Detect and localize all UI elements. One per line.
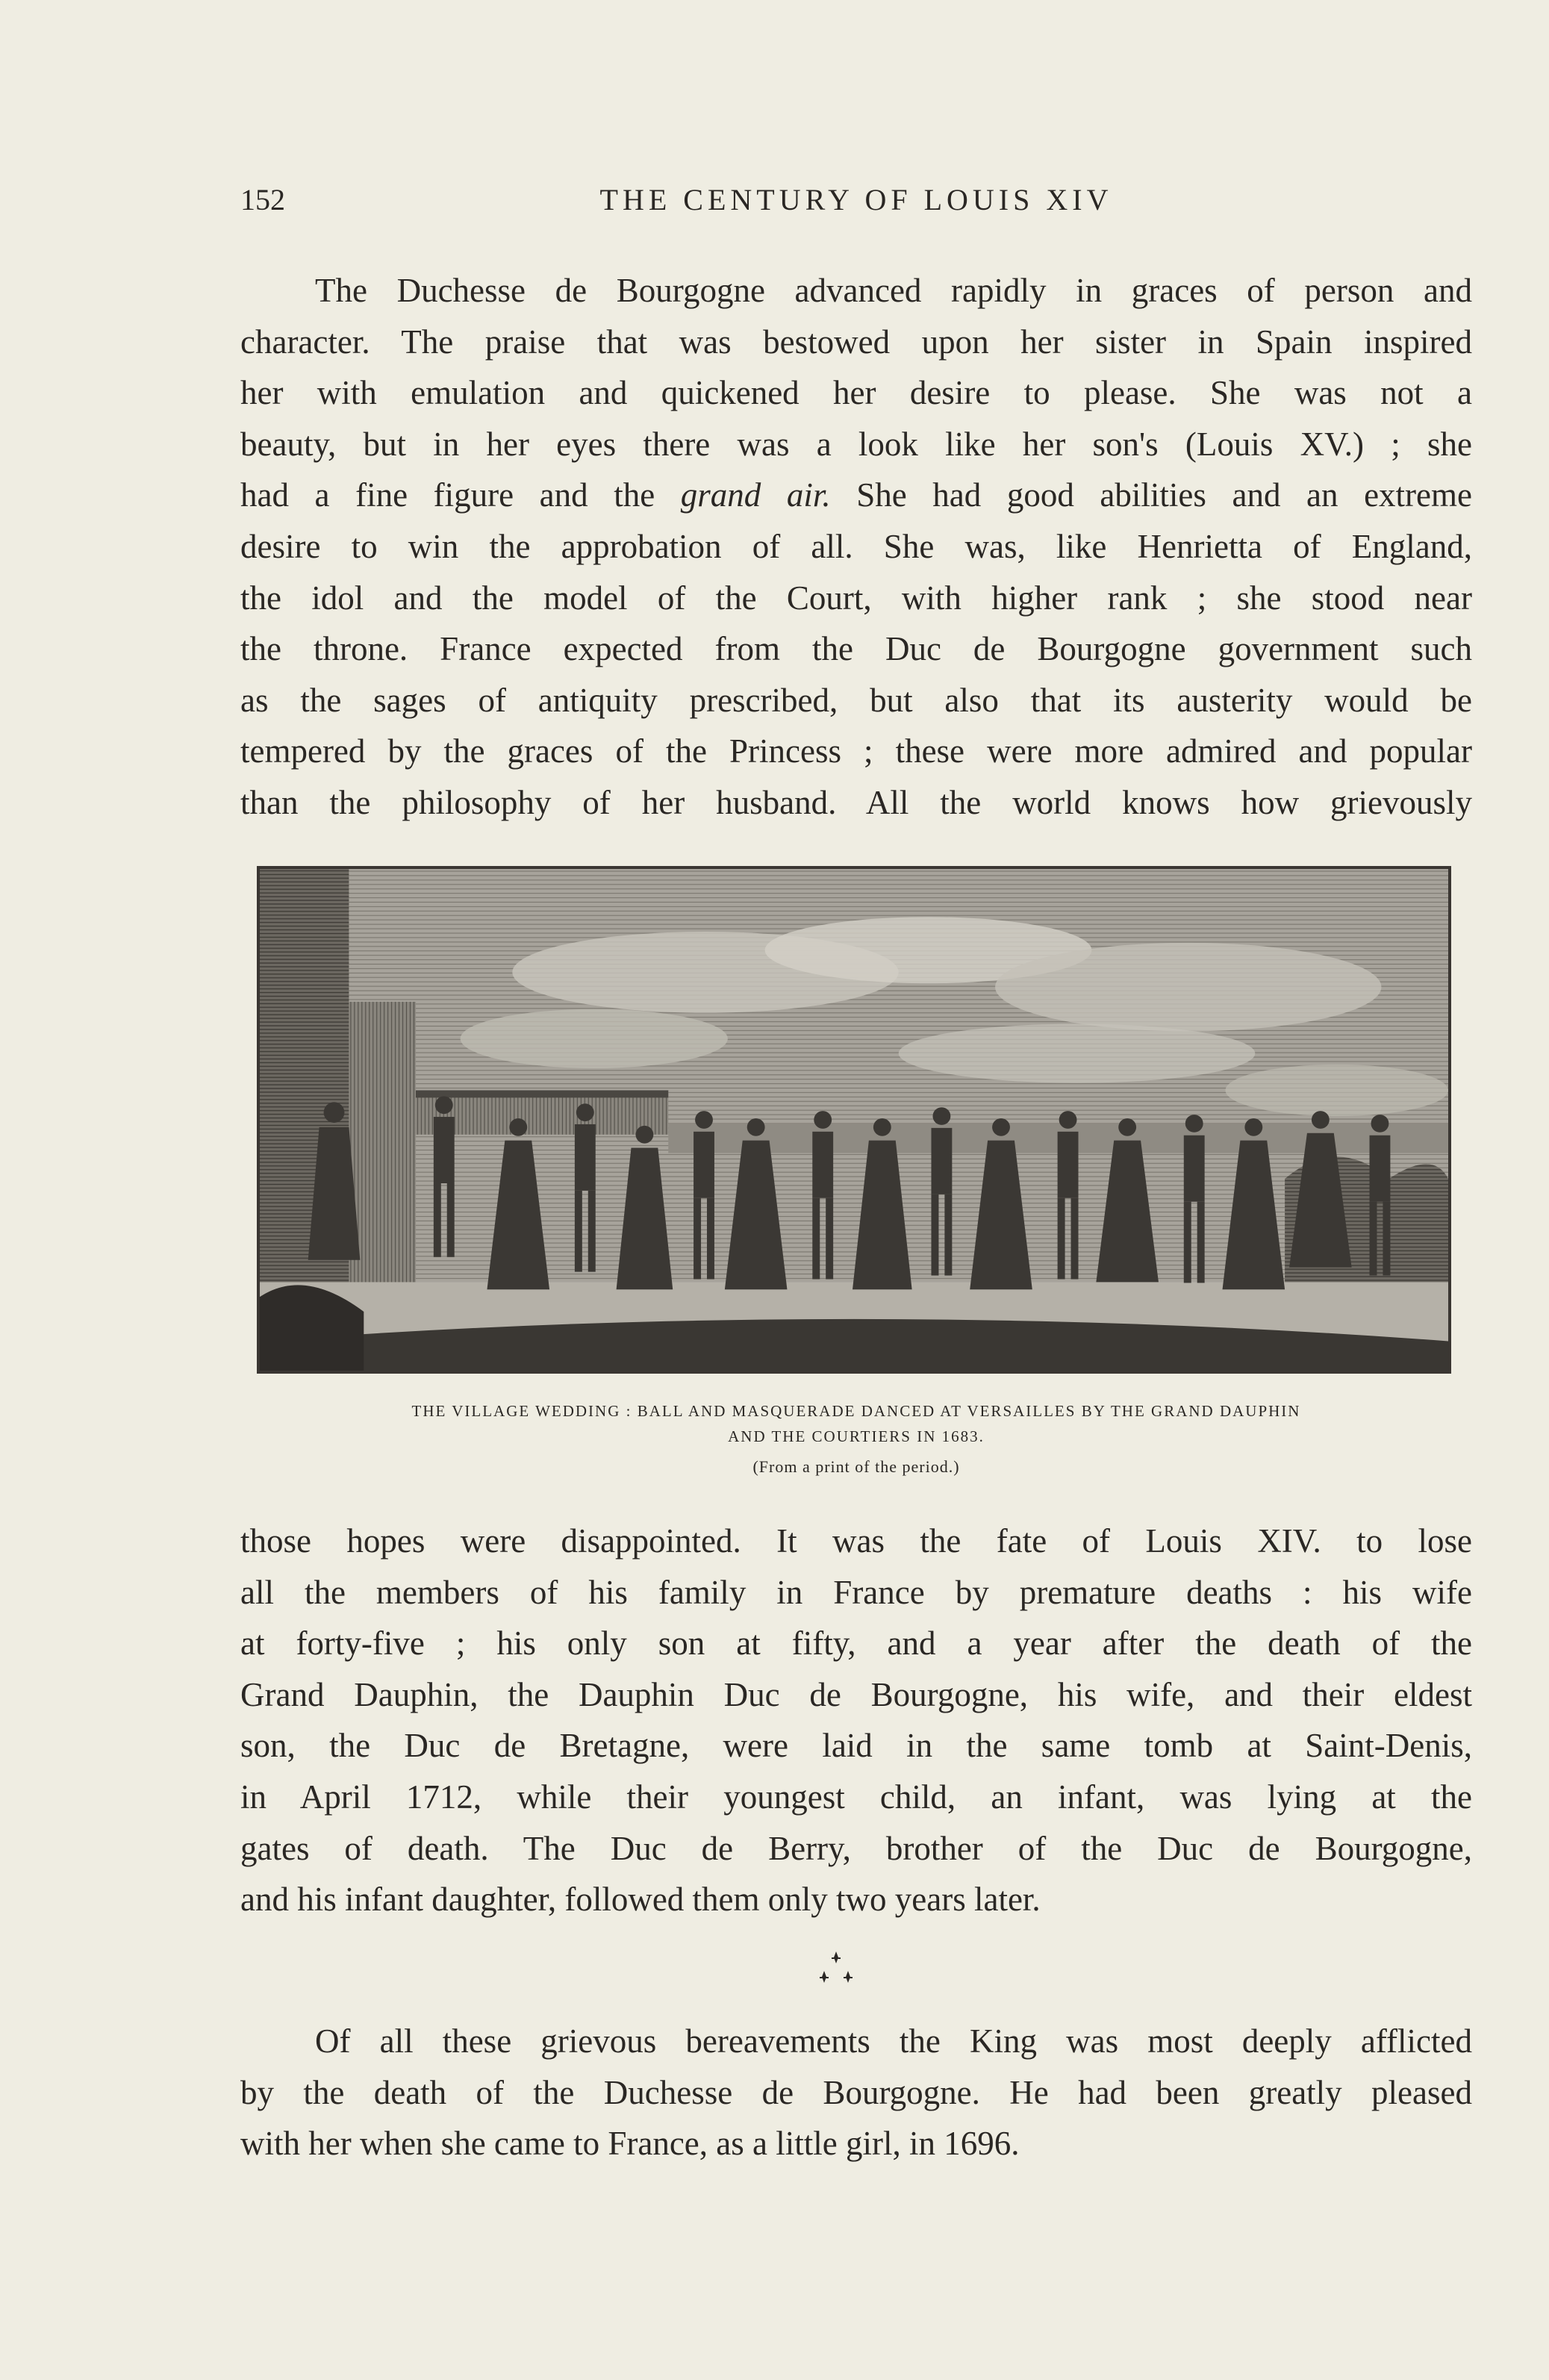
text-line: Grand Dauphin, the Dauphin Duc de Bourgogne, his wife, and their eldest: [240, 1675, 1472, 1713]
italic-phrase: grand air.: [680, 476, 831, 514]
text-line: than the philosophy of her husband. All the world knows how grievously: [240, 783, 1472, 821]
engraving-image: [260, 869, 1448, 1371]
text-line: [240, 470, 1472, 521]
text-line: The Duchesse de Bourgogne advanced rapidly in graces of person and: [315, 272, 1472, 309]
running-header: [240, 182, 1472, 227]
page-number: 152: [240, 183, 285, 216]
text-line: Of all these grievous bereavements the King was most deeply afflicted: [315, 2022, 1472, 2060]
text-line: son, the Duc de Bretagne, were laid in the same tomb at Saint-Denis,: [240, 1727, 1472, 1765]
text-line: and his infant daughter, followed them only two years later.: [240, 1881, 1041, 1919]
paragraph-3: [240, 2016, 1472, 2169]
text-line: beauty, but in her eyes there was a look like her son's (Louis XV.) ; she: [240, 425, 1472, 463]
text-line: all the members of his family in France by premature deaths : his wife: [240, 1573, 1472, 1611]
text-line: those hopes were disappointed. It was the fate of Louis XIV. to lose: [240, 1522, 1472, 1560]
text-line: character. The praise that was bestowed upon her sister in Spain inspired: [240, 323, 1472, 361]
figure-caption: THE VILLAGE WEDDING : BALL AND MASQUERADE DANCED AT VERSAILLES BY THE GRAND DAUPHIN: [411, 1402, 1301, 1420]
running-title: THE CENTURY OF LOUIS XIV: [599, 183, 1113, 216]
text-segment: had a fine figure and the: [240, 476, 681, 514]
text-line: desire to win the approbation of all. She was, like Henrietta of England,: [240, 527, 1472, 565]
engraving-illustration: [257, 866, 1451, 1374]
figure-caption-continued: AND THE COURTIERS IN 1683.: [728, 1427, 985, 1445]
text-line: by the death of the Duchesse de Bourgogne. He had been greatly pleased: [240, 2073, 1472, 2111]
text-segment: She had good abilities and an extreme: [830, 476, 1472, 514]
text-line: tempered by the graces of the Princess ; these were more admired and popular: [240, 732, 1472, 770]
fleuron-ornament-icon: [814, 1948, 858, 1993]
text-line: at forty-five ; his only son at fifty, and a year after the death of the: [240, 1624, 1472, 1663]
text-line: her with emulation and quickened her desire to please. She was not a: [240, 374, 1472, 412]
text-line: gates of death. The Duc de Berry, brother of the Duc de Bourgogne,: [240, 1829, 1472, 1867]
text-line: in April 1712, while their youngest child, an infant, was lying at the: [240, 1778, 1472, 1816]
paragraph-2: [240, 1515, 1472, 1925]
text-line: the idol and the model of the Court, with higher rank ; she stood near: [240, 579, 1472, 617]
text-line: with her when she came to France, as a little girl, in 1696.: [240, 2125, 1020, 2163]
text-line: as the sages of antiquity prescribed, but also that its austerity would be: [240, 681, 1472, 719]
figure-source: (From a print of the period.): [752, 1457, 960, 1476]
text-line: the throne. France expected from the Duc de Bourgogne government such: [240, 630, 1472, 668]
paragraph-1: [240, 265, 1472, 829]
